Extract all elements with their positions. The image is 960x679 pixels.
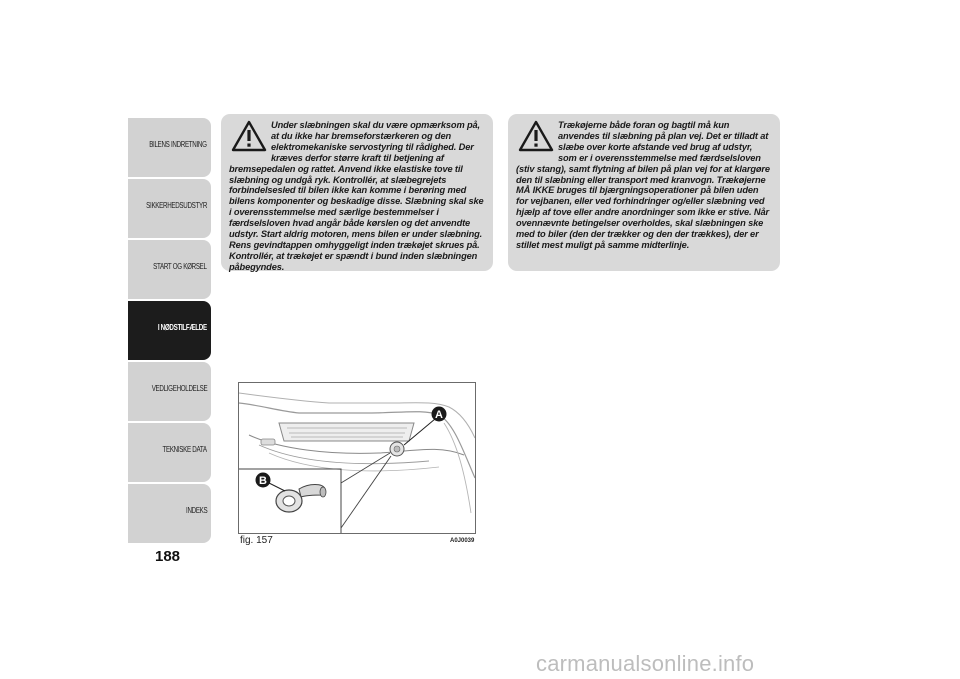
tab-label: TEKNISKE DATA <box>162 445 207 454</box>
tab-label: I NØDSTILFÆLDE <box>157 323 207 332</box>
section-tabs <box>128 118 211 545</box>
tab-indeks[interactable] <box>128 484 211 543</box>
warning-box-right <box>508 114 780 271</box>
figure-caption: fig. 157 <box>240 535 273 546</box>
tab-sikkerhedsudstyr[interactable] <box>128 179 211 238</box>
warning-text-right: Trækøjerne både foran og bagtil må kun anvendes til slæbning på plan vej. Det er tilladt at slæbe over korte afstande ved brug af udstyr, som er i overensstemmelse med færdselsloven (stiv stang), samt flytning af bilen på plan vej for at klargøre den til slæbning eller transport med kranvogn. Trækøjerne MÅ IKKE bruges til bjærgningsoperationer på bilen uden for vejbanen, eller ved forhindringer og/eller slæbning ved hjælp af tove eller andre anordninger som ikke er stive. Når ovennævnte betingelser overholdes, skal slæbningen ske med to biler (den der trækker og den der trækkes), der er stillet mest muligt på samme midterlinje. <box>516 120 770 250</box>
warning-box-left <box>221 114 493 271</box>
svg-text:A: A <box>435 409 443 421</box>
tow-hook-drawing <box>276 485 326 513</box>
warning-text-left: Under slæbningen skal du være opmærksom på, at du ikke har bremseforstærkeren og den elektromekaniske servostyring til rådighed. Der kræves derfor større kraft til betjening af bremsepedalen og rattet. Anvend ikke elastiske tove til slæbning og undgå ryk. Kontrollér, at slæbegrejets forbindelsesled til bilen ikke kan komme i berøring med bilens komponenter og beskadige disse. Slæbning skal ske i overensstemmelse med særlige bestemmelser i færdselsloven hvad angår både kørslen og det anvendte udstyr. Start aldrig motoren, mens bilen er under slæbning. Rens gevindtappen omhyggeligt inden trækøjet skrues på. Kontrollér, at trækøjet er spændt i bund inden slæbningen påbegyndes. <box>229 120 484 272</box>
page-number: 188 <box>155 548 181 565</box>
tab-label: VEDLIGEHOLDELSE <box>151 384 207 393</box>
rear-bumper-illustration <box>239 383 475 533</box>
tab-label: SIKKERHEDSUDSTYR <box>146 201 207 210</box>
tab-label: BILENS INDRETNING <box>149 140 207 149</box>
tab-i-nodstilfaelde[interactable] <box>128 301 211 360</box>
figure-code: A0J0039 <box>450 538 475 544</box>
tab-bilens-indretning[interactable] <box>128 118 211 177</box>
tab-label: START OG KØRSEL <box>153 262 207 271</box>
figure-tow-hook <box>238 382 476 534</box>
svg-text:B: B <box>259 475 267 487</box>
tab-start-og-korsel[interactable] <box>128 240 211 299</box>
watermark: carmanualsonline.info <box>536 651 755 676</box>
tab-label: INDEKS <box>185 506 207 515</box>
tab-tekniske-data[interactable] <box>128 423 211 482</box>
tab-vedligeholdelse[interactable] <box>128 362 211 421</box>
